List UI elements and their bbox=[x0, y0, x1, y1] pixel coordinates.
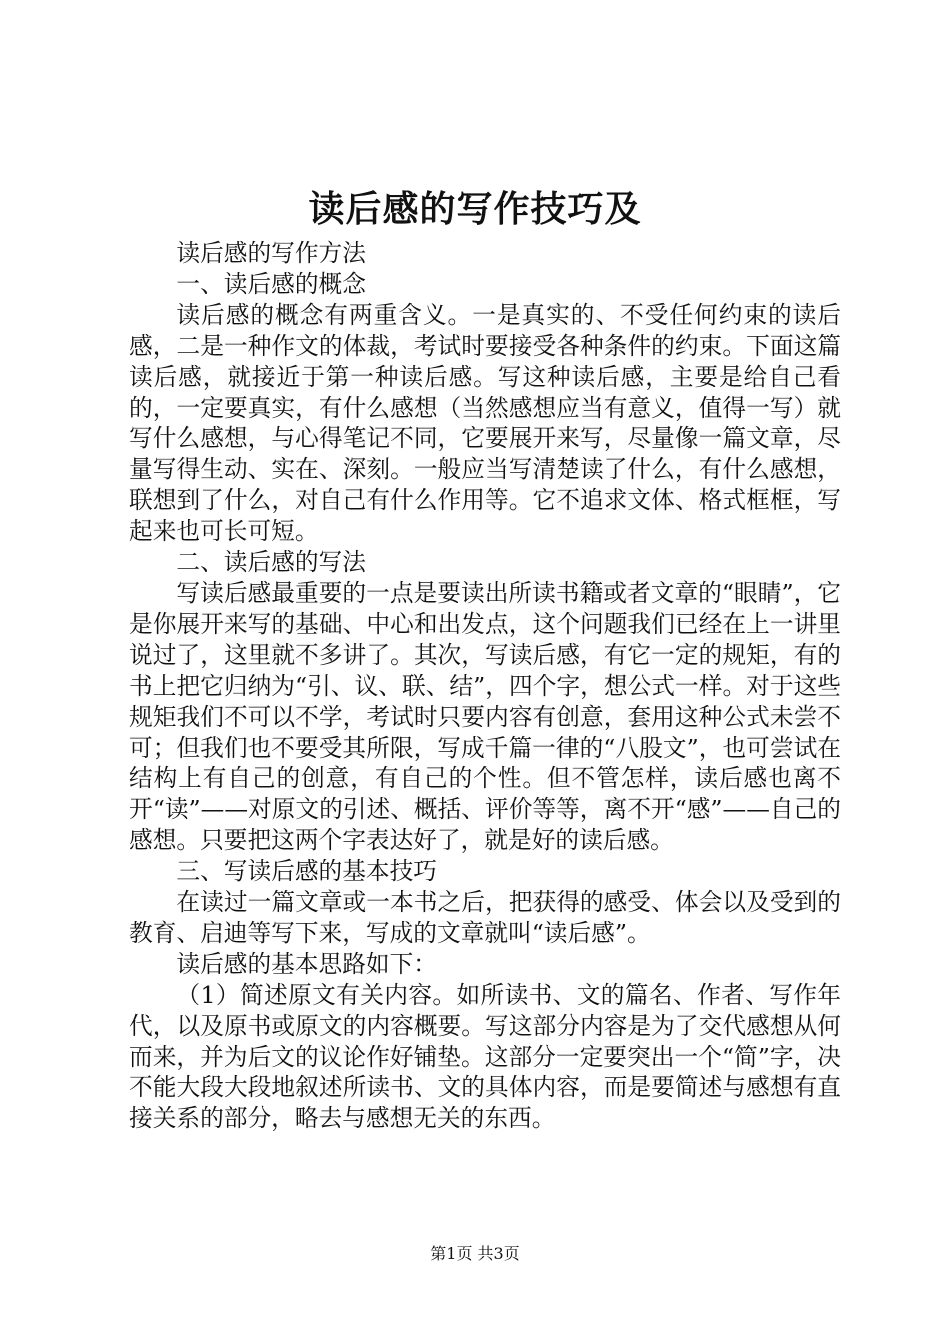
section-heading: 一、读后感的概念 bbox=[176, 269, 366, 298]
page-footer: 第1页 共3页 bbox=[430, 1244, 520, 1263]
paragraph: 在读过一篇文章或一本书之后，把获得的感受、体会以及受到的教育、启迪等写下来，写成的文章就叫“读后感”。 bbox=[129, 888, 841, 947]
paragraph: 读后感的基本思路如下： bbox=[176, 949, 437, 978]
section-heading: 三、写读后感的基本技巧 bbox=[176, 857, 437, 886]
paragraph: 读后感的概念有两重含义。一是真实的、不受任何约束的读后感，二是一种作文的体裁，考试时要接受各种条件的约束。下面这篇读后感，就接近于第一种读后感。写这种读后感，主要是给自己看的，一定要真实，有什么感想（当然感想应当有意义，值得一写）就写什么感想，与心得笔记不同，它要展开来写，尽量像一篇文章，尽量写得生动、实在、深刻。一般应当写清楚读了什么，有什么感想，联想到了什么，对自己有什么作用等。它不追求文体、格式框框，写起来也可长可短。 bbox=[129, 300, 841, 546]
paragraph: （1）简述原文有关内容。如所读书、文的篇名、作者、写作年代，以及原书或原文的内容概要。写这部分内容是为了交代感想从何而来，并为后文的议论作好铺垫。这部分一定要突出一个“简”字，决不能大段大段地叙述所读书、文的具体内容，而是要简述与感想有直接关系的部分，略去与感想无关的东西。 bbox=[129, 980, 841, 1133]
paragraph: 读后感的写作方法 bbox=[176, 239, 366, 267]
document-body bbox=[129, 238, 841, 1134]
paragraph: 写读后感最重要的一点是要读出所读书籍或者文章的“眼睛”，它是你展开来写的基础、中心和出发点，这个问题我们已经在上一讲里说过了，这里就不多讲了。其次，写读后感，有它一定的规矩，有的书上把它归纳为“引、议、联、结”，四个字，想公式一样。对于这些规矩我们不可以不学，考试时只要内容有创意，套用这种公式未尝不可；但我们也不要受其所限，写成千篇一律的“八股文”，也可尝试在结构上有自己的创意，有自己的个性。但不管怎样，读后感也离不开“读”——对原文的引述、概括、评价等等，离不开“感”——自己的感想。只要把这两个字表达好了，就是好的读后感。 bbox=[129, 578, 841, 855]
section-heading: 二、读后感的写法 bbox=[176, 548, 366, 577]
document-title: 读后感的写作技巧及 bbox=[308, 188, 642, 230]
